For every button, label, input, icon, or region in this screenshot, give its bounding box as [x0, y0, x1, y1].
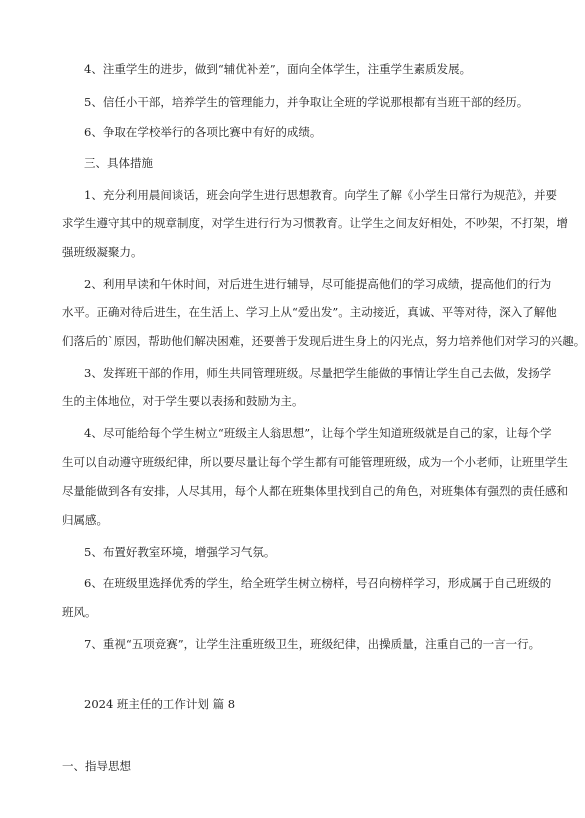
paragraph-line: 水平。正确对待后进生，在生活上、学习上从“爱出发”。主动接近，真诚、平等对待，深入了解他	[62, 305, 557, 319]
paragraph-line: 生可以自动遵守班级纪律，所以要尽量让每个学生都有可能管理班级，成为一个小老师，让班里学生	[62, 455, 568, 469]
paragraph-line: 6、在班级里选择优秀的学生，给全班学生树立榜样，号召向榜样学习，形成属于自己班级的	[84, 576, 552, 590]
paragraph-line: 求学生遵守其中的规章制度，对学生进行行为习惯教育。让学生之间友好相处，不吵架，不打架，增	[62, 216, 568, 230]
paragraph-line: 班风。	[62, 605, 97, 619]
paragraph-line: 们落后的`原因，帮助他们解决困难，还要善于发现后进生身上的闪光点，努力培养他们对学习的兴趣。	[62, 334, 585, 348]
paragraph-line: 1、充分利用晨间谈话，班会向学生进行思想教育。向学生了解《小学生日常行为规范》，并要	[84, 188, 558, 202]
paragraph-line: 4、注重学生的进步，做到“辅优补差”，面向全体学生，注重学生素质发展。	[84, 62, 472, 76]
paragraph-line: 4、尽可能给每个学生树立“班级主人翁思想”，让每个学生知道班级就是自己的家，让每个学	[84, 426, 552, 440]
paragraph-line: 5、布置好教室环境，增强学习气氛。	[84, 545, 276, 559]
paragraph-line: 强班级凝聚力。	[62, 245, 143, 259]
paragraph-line: 尽量能做到各有安排，人尽其用，每个人都在班集体里找到自己的角色，对班集体有强烈的责任感和	[62, 484, 568, 498]
paragraph-line: 5、信任小干部，培养学生的管理能力，并争取让全班的学说那根都有当班干部的经历。	[84, 95, 529, 109]
paragraph-line: 3、发挥班干部的作用，师生共同管理班级。尽量把学生能做的事情让学生自己去做，发扬学	[84, 366, 552, 380]
section-heading: 三、具体措施	[84, 156, 153, 170]
paragraph-line: 2、利用早读和午休时间，对后进生进行辅导，尽可能提高他们的学习成绩，提高他们的行为	[84, 277, 552, 291]
section-heading: 一、指导思想	[62, 759, 131, 773]
paragraph-line: 生的主体地位，对于学生要以表扬和鼓励为主。	[62, 394, 304, 408]
paragraph-line: 6、争取在学校举行的各项比赛中有好的成绩。	[84, 125, 322, 139]
paragraph-line: 归属感。	[62, 513, 108, 527]
document-title: 2024 班主任的工作计划 篇 8	[84, 697, 236, 711]
paragraph-line: 7、重视“五项竞赛”，让学生注重班级卫生，班级纪律，出操质量，注重自己的一言一行。	[84, 637, 541, 651]
